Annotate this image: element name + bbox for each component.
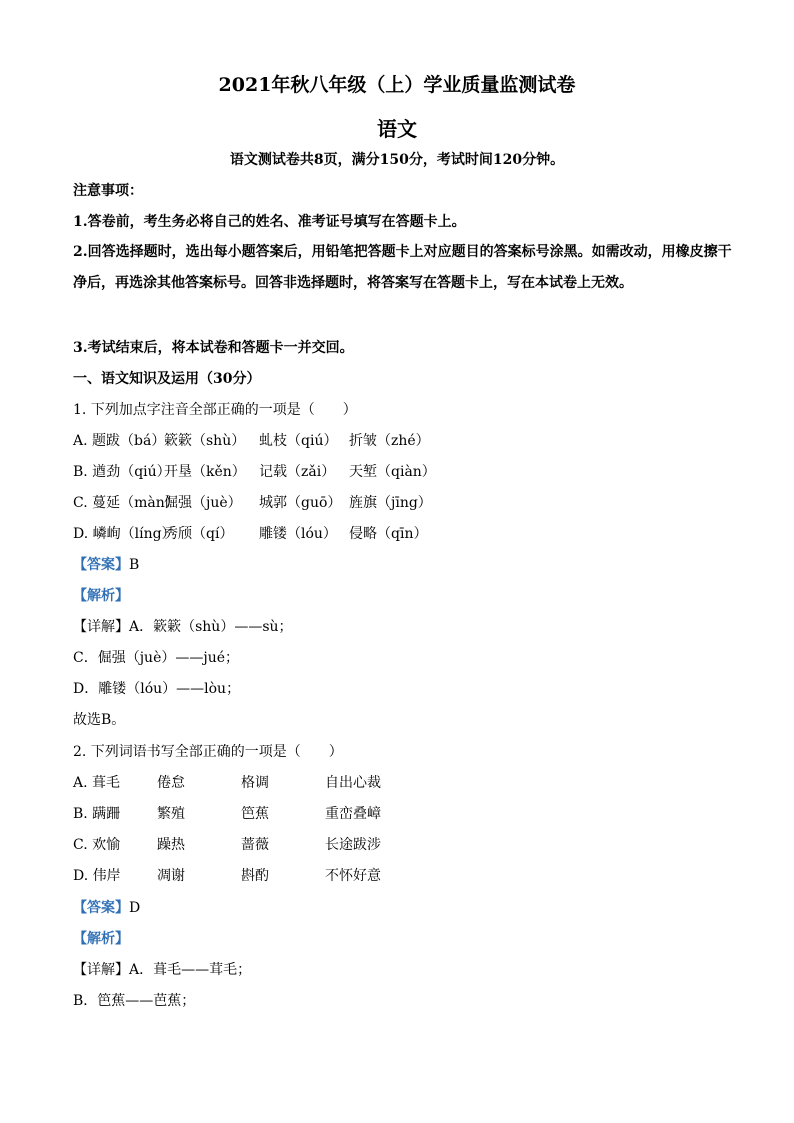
note-item-2: 2.回答选择题时，选出每小题答案后，用铅笔把答题卡上对应题目的答案标号涂黑。如需改动，用橡皮擦干净后，再选涂其他答案标号。回答非选择题时，将答案写在答题卡上，写在本试卷上无效。 bbox=[73, 244, 732, 291]
q2-option-b: B. 蹒跚 繁殖 笆蕉 重峦叠嶂 bbox=[73, 806, 381, 822]
answer-tag: 【答案】 bbox=[73, 900, 129, 916]
detail-tag: 【详解】 bbox=[73, 619, 129, 635]
q1-option-a: A. 题跋（bá）簌簌（shù） 虬枝（qiú） 折皱（zhé） bbox=[73, 433, 430, 449]
section-heading: 一、语文知识及运用（30分） bbox=[73, 371, 261, 387]
subject-title: 语文 bbox=[377, 117, 417, 141]
notes-heading: 注意事项： bbox=[73, 183, 143, 199]
analysis-tag: 【解析】 bbox=[73, 931, 129, 947]
q1-stem: 1. 下列加点字注音全部正确的一项是（ ） bbox=[73, 402, 357, 418]
exam-info: 语文测试卷共8页，满分150分，考试时间120分钟。 bbox=[229, 152, 565, 168]
q2-option-c: C. 欢愉 躁热 蔷薇 长途跋涉 bbox=[73, 837, 381, 853]
q1-analysis bbox=[73, 586, 733, 606]
q1-answer bbox=[73, 555, 733, 575]
q1-detail-1: 【详解】A．簌簌（shù）——sù； bbox=[73, 619, 293, 635]
answer-tag: 【答案】 bbox=[73, 557, 129, 573]
exam-title: 2021年秋八年级（上）学业质量监测试卷 bbox=[218, 74, 576, 96]
answer-value: B bbox=[129, 557, 140, 573]
q1-conclusion: 故选B。 bbox=[73, 712, 126, 728]
note-item-1: 1.答卷前，考生务必将自己的姓名、准考证号填写在答题卡上。 bbox=[73, 214, 466, 230]
q1-option-c: C. 蔓延（màn）倔强（juè） 城郭（guō） 旌旗（jīng） bbox=[73, 495, 432, 511]
q2-answer bbox=[73, 898, 733, 918]
q2-detail-1: 【详解】A．葺毛——茸毛； bbox=[73, 962, 252, 978]
q2-stem: 2. 下列词语书写全部正确的一项是（ ） bbox=[73, 744, 343, 760]
q2-analysis bbox=[73, 929, 733, 949]
detail-tag: 【详解】 bbox=[73, 962, 129, 978]
q2-detail-2: B．笆蕉——芭蕉； bbox=[73, 993, 196, 1009]
note-item-3: 3.考试结束后，将本试卷和答题卡一并交回。 bbox=[73, 340, 354, 356]
q2-option-d: D. 伟岸 凋谢 斟酌 不怀好意 bbox=[73, 868, 381, 884]
q1-option-d: D. 嶙峋（líng）秀颀（qí） 雕镂（lóu） 侵略（qīn） bbox=[73, 526, 428, 542]
q1-detail-2: C．倔强（juè）——jué； bbox=[73, 650, 239, 666]
analysis-tag: 【解析】 bbox=[73, 588, 129, 604]
q1-option-b: B. 遒劲（qiú）开垦（kěn） 记载（zǎi） 天堑（qiàn） bbox=[73, 464, 436, 480]
answer-value: D bbox=[129, 900, 141, 916]
q1-detail-3: D．雕镂（lóu）——lòu； bbox=[73, 681, 241, 697]
q2-option-a: A. 葺毛 倦怠 格调 自出心裁 bbox=[73, 775, 381, 791]
